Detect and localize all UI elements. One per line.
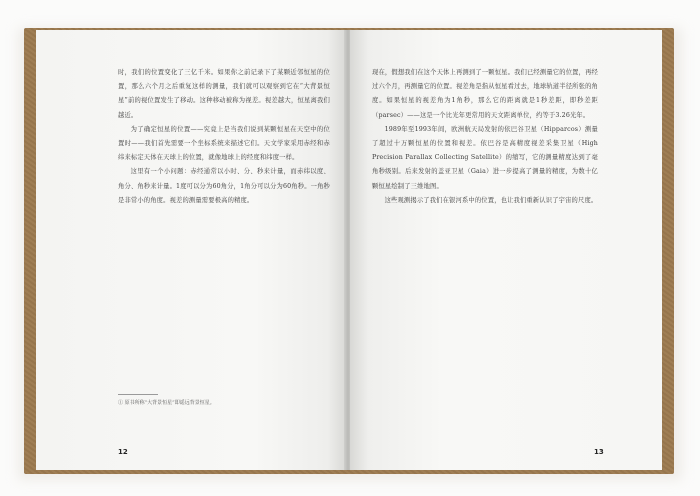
paragraph: 这里有一个小问题：赤经通常以小时、分、秒来计量，而赤纬以度、角分、角秒来计量。1度可以分为60角分，1角分可以分为60角秒。一角秒是非常小的角度。视差的测量需要极高的精度。	[118, 168, 330, 204]
paragraph: 这些观测揭示了我们在银河系中的位置，也让我们重新认识了宇宙的尺度。	[384, 196, 598, 204]
paragraph: 现在，假想我们在这个天体上再测到了一颗恒星。我们已经测量它的位置，再经过六个月，再测量它的位置。视差角是指从恒星看过去，地球轨道半径所张的角度。如果恒星的视差角为1角秒，那么它的距离就是1秒差距，即秒差距（parsec）——这是一个比光年更常用的天文距离单位，约等于3.26光年。	[372, 69, 598, 119]
paragraph: 为了确定恒星的位置——究竟上是当我们说到某颗恒星在天空中的位置时——我们首先需要一个坐标系统来描述它们。天文学家采用赤经和赤纬来标定天体在天球上的位置，就像地球上的经度和纬度一样。	[118, 125, 330, 162]
footnote: ① 原书所称“大背景恒星”即遥远背景恒星。	[118, 400, 215, 406]
paragraph: 时，我们的位置变化了三亿千米。如果你之前记录下了某颗近邻恒星的位置，那么六个月之后重复这样的测量，我们就可以观察到它在“大背景恒星”前的视位置发生了移动。这种移动被称为视差。视差越大，恒星离我们越近。	[118, 69, 330, 119]
right-body-text	[372, 66, 598, 208]
page-number: 13	[594, 448, 604, 456]
left-body-text	[118, 66, 330, 208]
paragraph: 1989年至1993年间，欧洲航天局发射的依巴谷卫星（Hipparcos）测量了超过十万颗恒星的位置和视差。依巴谷是高精度视差采集卫星（High Precision Parallax Collecting Satellite）的缩写，它的测量精度达到了毫角秒级别。后来发射的盖亚卫星（Gaia）进一步提高了测量的精度，为数十亿颗恒星绘制了三维地图。	[372, 125, 598, 190]
right-page	[350, 30, 662, 470]
page-number: 12	[118, 448, 128, 456]
footnote-rule	[118, 394, 158, 395]
left-page	[36, 30, 346, 470]
